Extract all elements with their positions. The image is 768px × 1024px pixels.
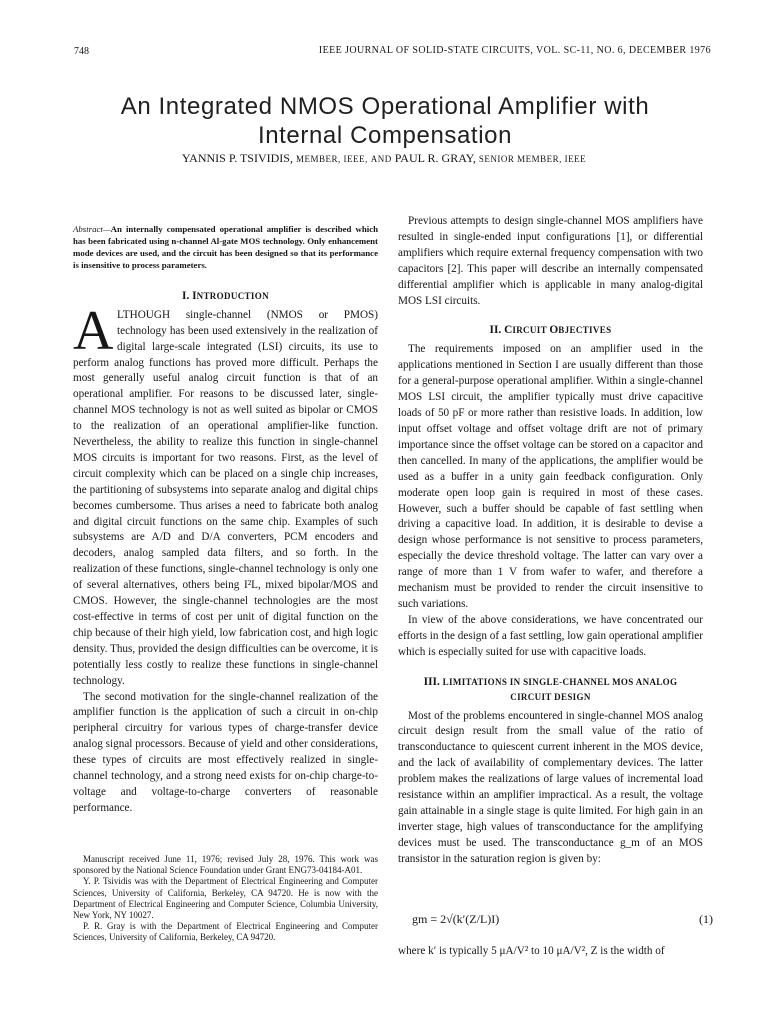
gray-footnote: P. R. Gray is with the Department of Electrical Engineering and Computer Sciences, University of California, Berkeley, CA 94720.: [73, 921, 378, 943]
objectives-title-small-1: IRCUIT: [512, 325, 550, 336]
introduction-paragraph-2: The second motivation for the single-channel realization of the amplifier function is the application of such a circuit in on-chip peripheral circuitry for various types of charge-transfer device analog signal processors. Because of yield and other considerations, these types of circuits are most effectively realized in single-channel technology, and a strong need exists for on-chip charge-to-voltage and voltage-to-charge converters of reasonable performance.: [73, 690, 378, 814]
paper-title: [60, 92, 710, 150]
limitations-title-line-2: CIRCUIT DESIGN: [510, 691, 591, 702]
objectives-title-cap-2: O: [549, 324, 559, 337]
paper-title-line-1: An Integrated NMOS Operational Amplifier with: [120, 93, 650, 121]
introduction-heading: [73, 289, 378, 304]
author-line: [78, 150, 690, 167]
objectives-paragraph-1: The requirements imposed on an amplifier used in the applications mentioned in Section I are usually different than those for a general-purpose operational amplifier. Within a single-channel MOS LSI circuit, the amplifier typically must drive capacitive loads of 50 pF or more rather than resistive loads. In addition, low input offset voltage and offset voltage drift are not of primary importance since the offset voltage can be stored on a capacitor and then cancelled. In many of the applications, the amplifier would be used as a buffer in a unity gain feedback configuration. Only moderate open loop gain is required in most of these cases. However, such a buffer should be capable of fast settling when driving a capacitive load. In addition, it is desirable to devise a design whose performance is not sensitive to process parameters, especially the device threshold voltage. The latter can vary over a range of more than 1 V from wafer to wafer, and therefore a mechanism must be provided to render the circuit insensitive to such variations.: [398, 343, 703, 610]
objectives-heading: [398, 323, 703, 338]
introduction-paragraph-1-text: LTHOUGH single-channel (NMOS or PMOS) technology has been used extensively in the realization of digital large-scale integrated (LSI) circuits, its use to perform analog functions has proved more difficult. Perhaps the most generally useful analog circuit function is that of an operational amplifier. For reasons to be discussed later, single-channel MOS technology is not as well suited as bipolar or CMOS to the realization of an operational amplifier-like function. Nevertheless, the ability to realize this function in single-channel MOS circuits is important for two reasons. First, as the level of circuit complexity which can be placed on a single chip increases, the partitioning of subsystems into separate analog and digital chips becomes cumbersome. Thus arises a need to fabricate both analog and digital circuit functions on the same chip. Examples of such subsystems are A/D and D/A converters, PCM encoders and decoders, analog sampled data filters, and so forth. In the realization of these functions, single-channel technology is only one of several alternatives, others being I²L, mixed bipolar/MOS and CMOS. However, the single-channel technologies are the most cost-effective in terms of cost per unit of digital function on the chip because of their high yield, low fabrication cost, and high logic density. Thus, provided the design difficulties can be overcome, it is potentially less costly to realize these functions in single-channel technology.: [73, 308, 378, 687]
footnotes: [73, 854, 378, 944]
previous-work-paragraph: Previous attempts to design single-channel MOS amplifiers have resulted in single-ended input configurations [1], or differential amplifiers which require external frequency compensation with two capacitors [2]. This paper will describe an internally compensated differential amplifier which is applicable in many analog-digital MOS LSI circuits.: [398, 215, 703, 307]
objectives-paragraph-2: In view of the above considerations, we have concentrated our efforts in the design of a fast settling, low gain operational amplifier which is especially suited for use with capacitive loads.: [398, 613, 703, 658]
manuscript-footnote: Manuscript received June 11, 1976; revised July 28, 1976. This work was sponsored by the National Science Foundation under Grant ENG73-04184-A01.: [73, 854, 378, 876]
introduction-paragraph-1: [73, 299, 378, 690]
introduction-title-cap: I: [192, 289, 197, 302]
left-column: [73, 214, 378, 817]
equation-1-expression: gm = 2√(k′(Z/L)I): [412, 912, 500, 926]
right-column: [398, 214, 703, 868]
abstract-text: An internally compensated operational amplifier is described which has been fabricated using n-channel Al-gate MOS technology. Only enhancement mode devices are used, and the circuit has been designed so that its performance is insensitive to process parameters.: [73, 223, 378, 270]
abstract: [73, 223, 378, 271]
paper-title-line-2: Internal Compensation: [257, 122, 513, 150]
author-1: YANNIS P. TSIVIDIS,: [181, 151, 293, 165]
author-2: PAUL R. GRAY,: [394, 151, 476, 165]
objectives-number: II.: [489, 324, 505, 337]
equation-1-number: (1): [699, 912, 713, 926]
limitations-title-line-1: LIMITATIONS IN SINGLE-CHANNEL MOS ANALOG: [442, 676, 678, 687]
author-2-rank: SENIOR MEMBER, IEEE: [478, 154, 587, 164]
limitations-number: III.: [423, 675, 443, 688]
equation-following-text: where k′ is typically 5 μA/V² to 10 μA/V², Z is the width of: [398, 945, 665, 957]
limitations-heading: [398, 675, 703, 705]
drop-cap: A: [73, 299, 114, 362]
tsividis-footnote: Y. P. Tsividis was with the Department of Electrical Engineering and Computer Sciences, University of California, Berkeley, CA 94720. He is now with the Department of Electrical Engineering and Computer Science, Columbia University, New York, NY 10027.: [73, 876, 378, 921]
abstract-label: Abstract—: [73, 223, 111, 234]
introduction-number: I.: [182, 289, 193, 302]
objectives-title-cap-1: C: [504, 324, 513, 337]
journal-running-head: IEEE JOURNAL OF SOLID-STATE CIRCUITS, VOL. SC-11, NO. 6, DECEMBER 1976: [318, 45, 711, 56]
page-number: 748: [74, 46, 89, 57]
limitations-paragraph: Most of the problems encountered in single-channel MOS analog circuit design result from the small value of the ratio of transconductance to quiescent current inherent in the MOS device, and the lack of availability of complementary devices. The latter problem makes the realizations of large values of incremental load resistance within an amplifier impractical. As a result, the voltage gain attainable in a single stage is quite limited. For high gain in an inverter stage, high values of transconductance for the amplifying devices must be used. The transconductance g_m of an MOS transistor in the saturation region is given by:: [398, 709, 703, 865]
introduction-title-small: NTRODUCTION: [196, 290, 269, 301]
equation-1: [398, 902, 713, 940]
author-1-rank: MEMBER, IEEE,: [295, 154, 368, 164]
author-conjunction: AND: [370, 154, 392, 164]
objectives-title-small-2: BJECTIVES: [558, 325, 612, 336]
